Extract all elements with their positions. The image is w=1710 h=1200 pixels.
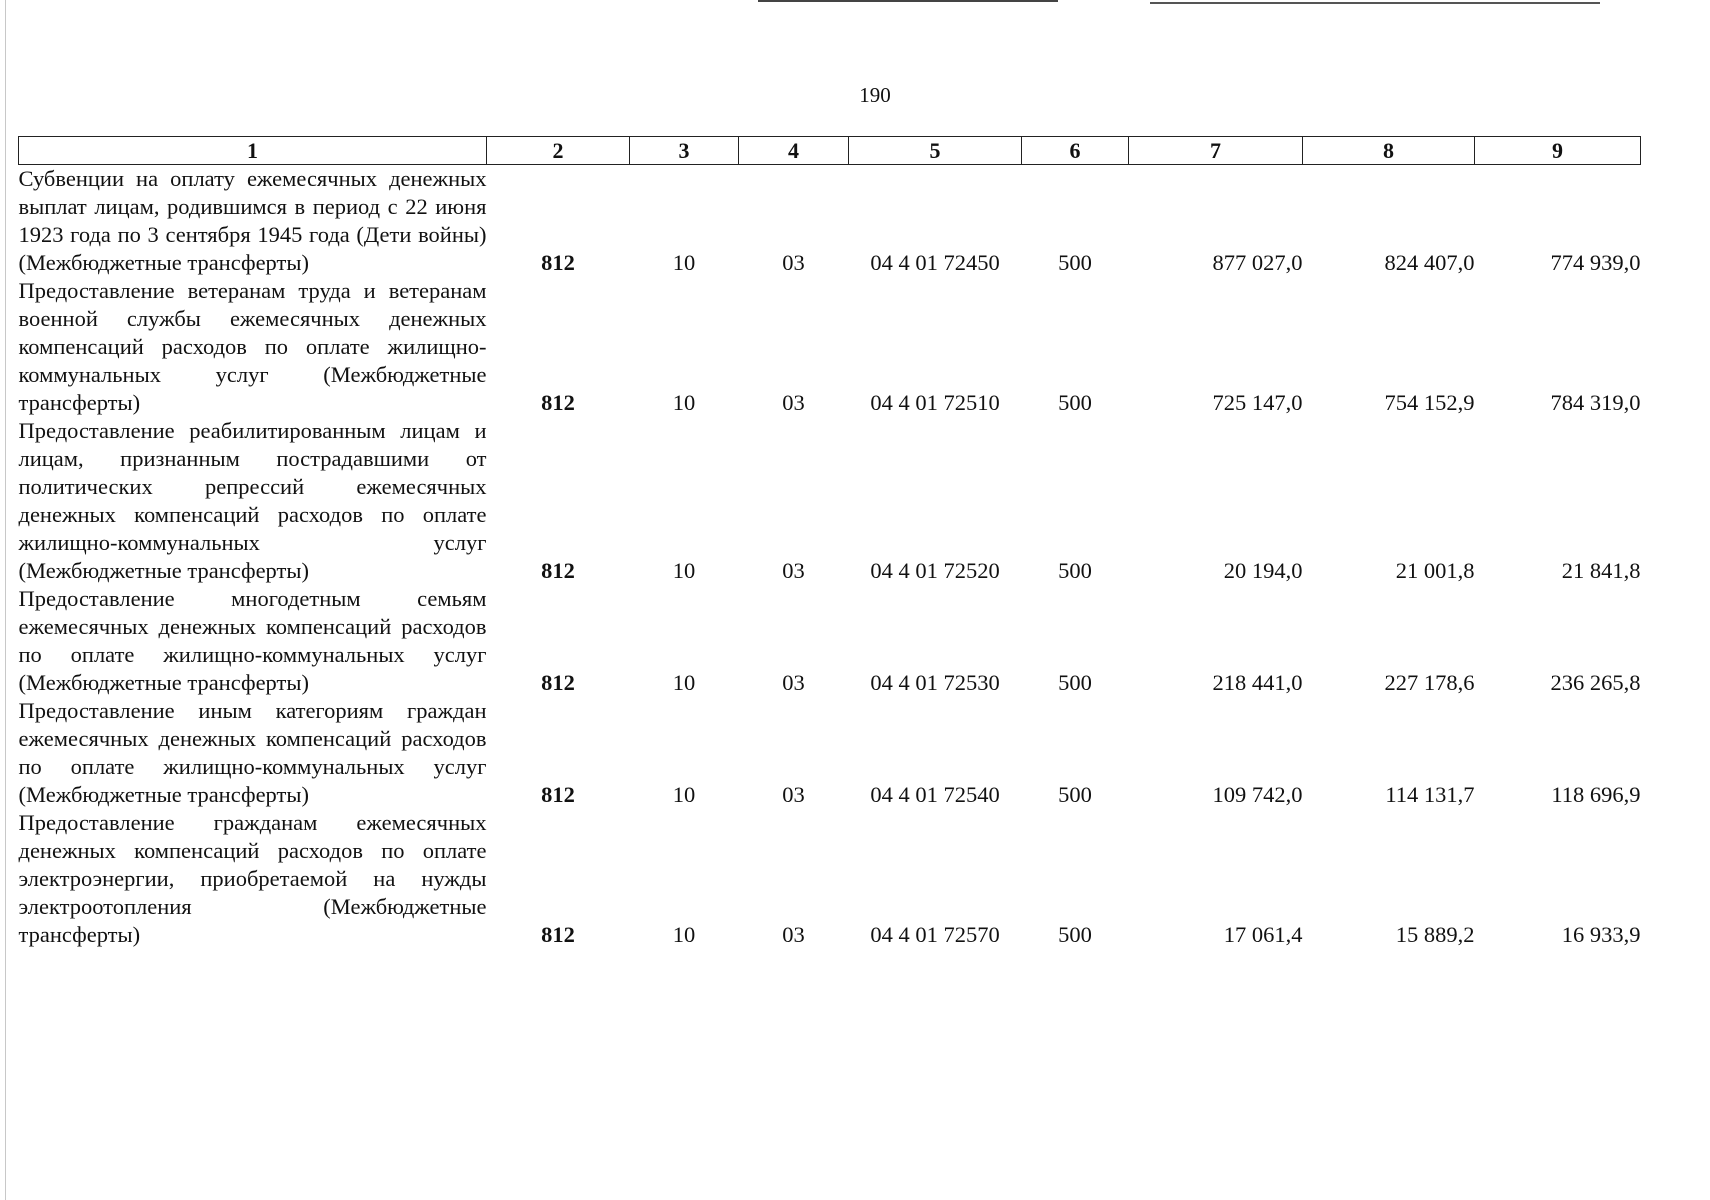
target-article-code: 04 4 01 72570 bbox=[870, 922, 1000, 947]
column-header-7: 7 bbox=[1129, 137, 1303, 165]
admin-code: 812 bbox=[541, 390, 575, 415]
table-row bbox=[19, 277, 1641, 417]
column-header-2: 2 bbox=[487, 137, 630, 165]
target-article-code: 04 4 01 72520 bbox=[870, 558, 1000, 583]
amount-col9: 118 696,9 bbox=[1551, 782, 1641, 807]
admin-code: 812 bbox=[541, 250, 575, 275]
column-header-3: 3 bbox=[630, 137, 739, 165]
target-article-code: 04 4 01 72450 bbox=[870, 250, 1000, 275]
table-row bbox=[19, 165, 1641, 278]
amount-col7: 109 742,0 bbox=[1212, 782, 1303, 807]
column-header-1: 1 bbox=[19, 137, 487, 165]
section-code: 10 bbox=[672, 670, 696, 695]
column-header-6: 6 bbox=[1022, 137, 1129, 165]
row-description: Предоставление иным категориям граждан ежемесячных денежных компенсаций расходов по оплате жилищно-коммунальных услуг (Межбюджетные трансферты) bbox=[18, 698, 487, 807]
table-row bbox=[19, 809, 1641, 949]
budget-table bbox=[18, 136, 1641, 949]
admin-code: 812 bbox=[541, 670, 575, 695]
admin-code: 812 bbox=[541, 782, 575, 807]
amount-col7: 17 061,4 bbox=[1223, 922, 1303, 947]
scan-top-mark bbox=[1150, 2, 1600, 4]
target-article-code: 04 4 01 72540 bbox=[870, 782, 1000, 807]
column-header-5: 5 bbox=[849, 137, 1022, 165]
target-article-code: 04 4 01 72510 bbox=[870, 390, 1000, 415]
header-row bbox=[19, 137, 1641, 165]
amount-col8: 114 131,7 bbox=[1385, 782, 1475, 807]
subsection-code: 03 bbox=[782, 390, 805, 415]
subsection-code: 03 bbox=[782, 670, 805, 695]
row-description: Предоставление гражданам ежемесячных денежных компенсаций расходов по оплате электроэнергии, приобретаемой на нужды электроотопления (Межбюджетные трансферты) bbox=[18, 810, 487, 947]
expense-type-code: 500 bbox=[1058, 922, 1092, 947]
admin-code: 812 bbox=[541, 922, 575, 947]
amount-col9: 774 939,0 bbox=[1550, 250, 1641, 275]
section-code: 10 bbox=[672, 250, 696, 275]
table-row bbox=[19, 417, 1641, 585]
amount-col8: 227 178,6 bbox=[1384, 670, 1475, 695]
row-description: Предоставление ветеранам труда и ветеранам военной службы ежемесячных денежных компенсаций расходов по оплате жилищно-коммунальных услуг (Межбюджетные трансферты) bbox=[18, 278, 487, 415]
scan-edge-line bbox=[5, 0, 6, 1200]
subsection-code: 03 bbox=[782, 782, 805, 807]
scan-top-mark bbox=[758, 0, 1058, 2]
subsection-code: 03 bbox=[782, 250, 805, 275]
page-number: 190 bbox=[859, 83, 891, 107]
section-code: 10 bbox=[672, 922, 696, 947]
target-article-code: 04 4 01 72530 bbox=[870, 670, 1000, 695]
subsection-code: 03 bbox=[782, 558, 805, 583]
amount-col8: 754 152,9 bbox=[1384, 390, 1475, 415]
column-header-8: 8 bbox=[1303, 137, 1475, 165]
amount-col8: 824 407,0 bbox=[1384, 250, 1475, 275]
expense-type-code: 500 bbox=[1058, 670, 1092, 695]
expense-type-code: 500 bbox=[1058, 782, 1092, 807]
section-code: 10 bbox=[672, 558, 696, 583]
amount-col7: 20 194,0 bbox=[1223, 558, 1303, 583]
expense-type-code: 500 bbox=[1058, 558, 1092, 583]
amount-col7: 218 441,0 bbox=[1212, 670, 1303, 695]
section-code: 10 bbox=[672, 390, 696, 415]
amount-col8: 15 889,2 bbox=[1395, 922, 1475, 947]
table-row bbox=[19, 585, 1641, 697]
amount-col8: 21 001,8 bbox=[1395, 558, 1475, 583]
expense-type-code: 500 bbox=[1058, 390, 1092, 415]
row-description: Предоставление многодетным семьям ежемесячных денежных компенсаций расходов по оплате жилищно-коммунальных услуг (Межбюджетные трансферты) bbox=[18, 586, 487, 695]
row-description: Субвенции на оплату ежемесячных денежных выплат лицам, родившимся в период с 22 июня 1923 года по 3 сентября 1945 года (Дети войны) (Межбюджетные трансферты) bbox=[18, 166, 487, 275]
amount-col7: 725 147,0 bbox=[1212, 390, 1303, 415]
amount-col7: 877 027,0 bbox=[1212, 250, 1303, 275]
amount-col9: 21 841,8 bbox=[1561, 558, 1641, 583]
row-description: Предоставление реабилитированным лицам и лицам, признанным пострадавшими от политических репрессий ежемесячных денежных компенсаций расходов по оплате жилищно-коммунальных услуг (Межбюджетные трансферты) bbox=[18, 418, 487, 583]
table-row bbox=[19, 697, 1641, 809]
amount-col9: 236 265,8 bbox=[1550, 670, 1641, 695]
column-header-9: 9 bbox=[1475, 137, 1641, 165]
section-code: 10 bbox=[672, 782, 696, 807]
amount-col9: 16 933,9 bbox=[1561, 922, 1641, 947]
column-header-4: 4 bbox=[739, 137, 849, 165]
subsection-code: 03 bbox=[782, 922, 805, 947]
amount-col9: 784 319,0 bbox=[1550, 390, 1641, 415]
expense-type-code: 500 bbox=[1058, 250, 1092, 275]
admin-code: 812 bbox=[541, 558, 575, 583]
